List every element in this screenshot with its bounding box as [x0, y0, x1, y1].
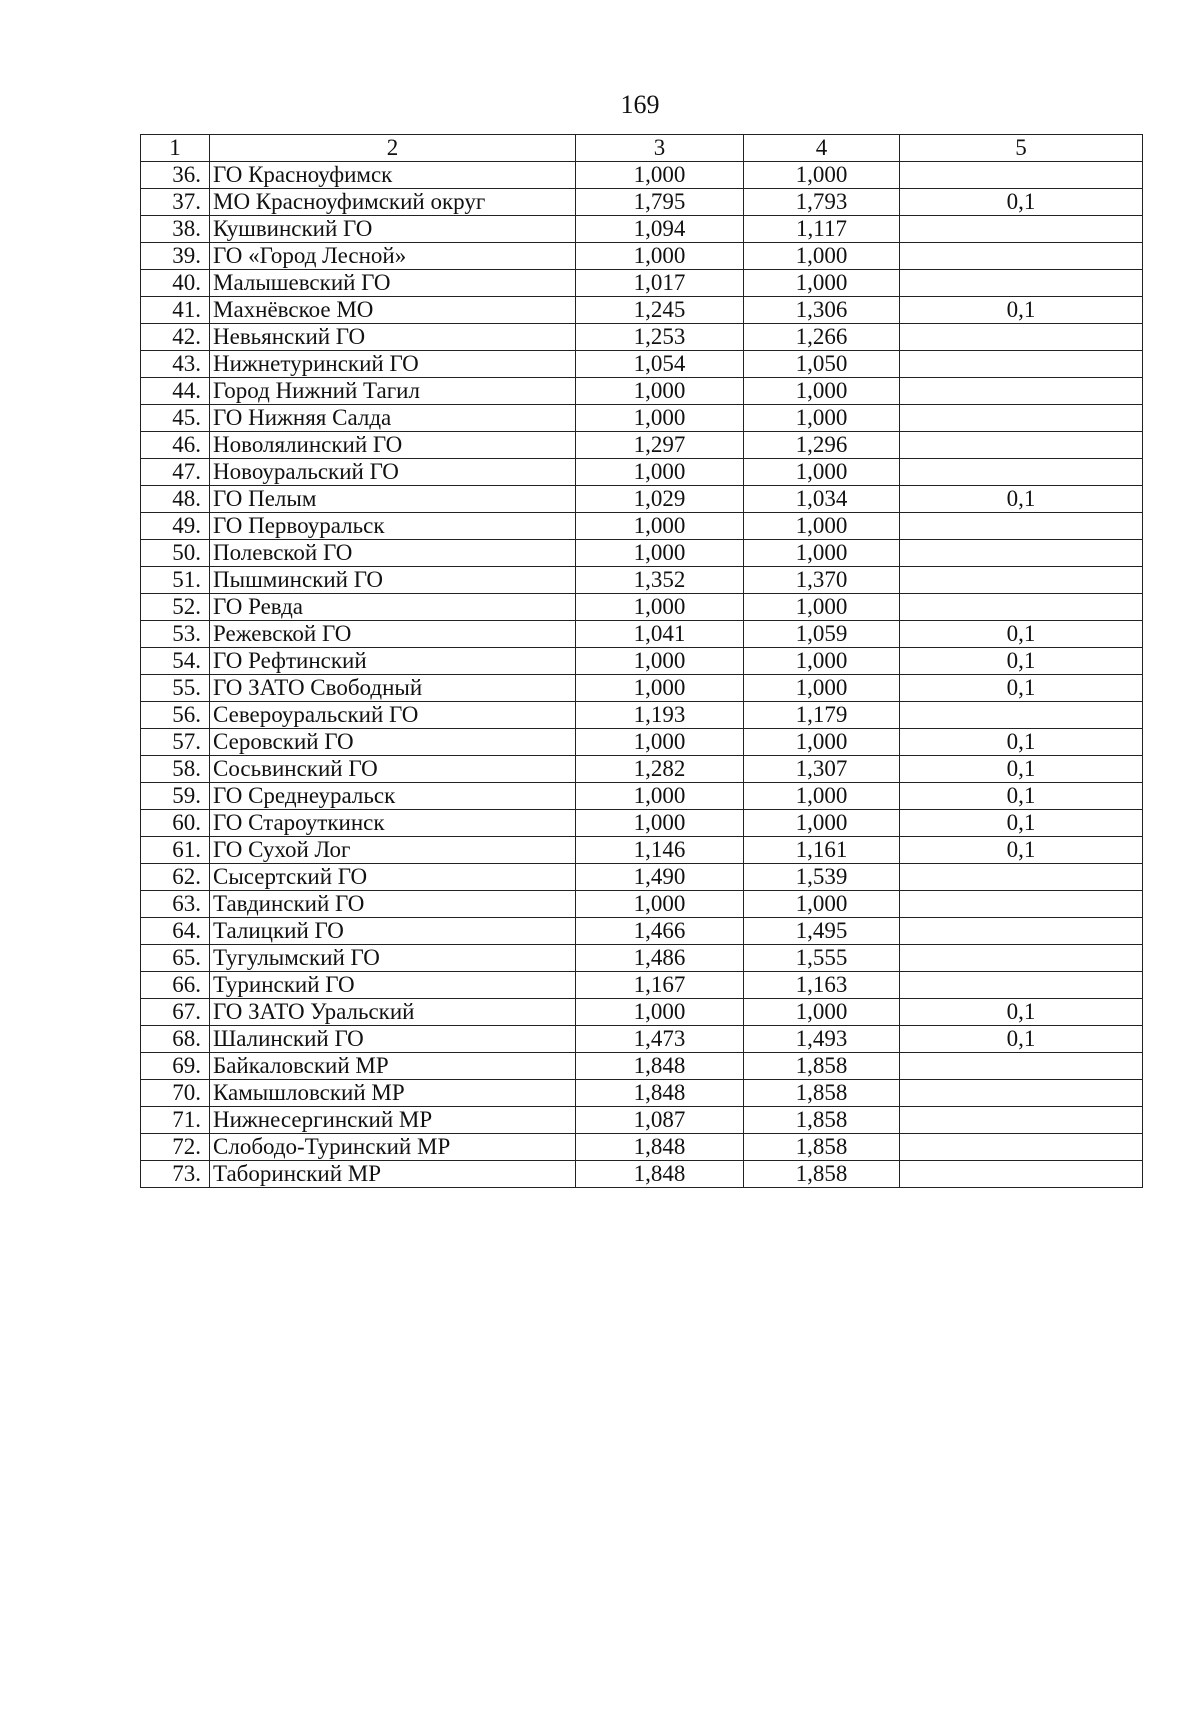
col-5-value: 0,1 — [900, 999, 1143, 1026]
table-row — [141, 1134, 1143, 1161]
col-5-value — [900, 216, 1143, 243]
table-row — [141, 783, 1143, 810]
municipality-name: Махнёвское МО — [210, 297, 576, 324]
col-5-value — [900, 351, 1143, 378]
col-3-value: 1,000 — [576, 243, 744, 270]
col-4-value: 1,059 — [744, 621, 900, 648]
col-4-value: 1,000 — [744, 810, 900, 837]
municipality-name: Новолялинский ГО — [210, 432, 576, 459]
municipality-name: ГО Среднеуральск — [210, 783, 576, 810]
col-3-value: 1,490 — [576, 864, 744, 891]
municipality-name: Сысертский ГО — [210, 864, 576, 891]
col-5-value: 0,1 — [900, 783, 1143, 810]
col-4-value: 1,296 — [744, 432, 900, 459]
row-number: 41. — [141, 297, 210, 324]
header-col-3: 3 — [576, 135, 744, 162]
col-5-value — [900, 324, 1143, 351]
col-5-value: 0,1 — [900, 756, 1143, 783]
row-number: 69. — [141, 1053, 210, 1080]
col-3-value: 1,000 — [576, 162, 744, 189]
table-row — [141, 162, 1143, 189]
municipality-name: Серовский ГО — [210, 729, 576, 756]
col-4-value: 1,000 — [744, 999, 900, 1026]
col-5-value — [900, 405, 1143, 432]
col-3-value: 1,087 — [576, 1107, 744, 1134]
table-row — [141, 216, 1143, 243]
col-5-value — [900, 1080, 1143, 1107]
row-number: 45. — [141, 405, 210, 432]
col-4-value: 1,000 — [744, 270, 900, 297]
col-4-value: 1,000 — [744, 891, 900, 918]
table-row — [141, 1053, 1143, 1080]
col-5-value: 0,1 — [900, 189, 1143, 216]
municipality-name: Нижнетуринский ГО — [210, 351, 576, 378]
col-4-value: 1,117 — [744, 216, 900, 243]
col-3-value: 1,000 — [576, 729, 744, 756]
table-row — [141, 270, 1143, 297]
table-row — [141, 567, 1143, 594]
col-4-value: 1,000 — [744, 378, 900, 405]
row-number: 40. — [141, 270, 210, 297]
row-number: 38. — [141, 216, 210, 243]
col-5-value — [900, 459, 1143, 486]
col-3-value: 1,000 — [576, 459, 744, 486]
col-5-value — [900, 945, 1143, 972]
table-row — [141, 540, 1143, 567]
row-number: 56. — [141, 702, 210, 729]
col-5-value — [900, 432, 1143, 459]
col-5-value — [900, 513, 1143, 540]
row-number: 63. — [141, 891, 210, 918]
col-5-value — [900, 1107, 1143, 1134]
row-number: 48. — [141, 486, 210, 513]
col-5-value — [900, 567, 1143, 594]
row-number: 52. — [141, 594, 210, 621]
col-5-value: 0,1 — [900, 297, 1143, 324]
col-4-value: 1,000 — [744, 783, 900, 810]
col-3-value: 1,352 — [576, 567, 744, 594]
row-number: 73. — [141, 1161, 210, 1188]
table-row — [141, 486, 1143, 513]
col-5-value — [900, 891, 1143, 918]
table-row — [141, 324, 1143, 351]
row-number: 64. — [141, 918, 210, 945]
col-3-value: 1,253 — [576, 324, 744, 351]
municipality-name: Североуральский ГО — [210, 702, 576, 729]
municipality-name: Тугулымский ГО — [210, 945, 576, 972]
col-4-value: 1,000 — [744, 405, 900, 432]
col-4-value: 1,306 — [744, 297, 900, 324]
col-4-value: 1,034 — [744, 486, 900, 513]
row-number: 46. — [141, 432, 210, 459]
data-table — [140, 134, 1143, 1188]
row-number: 44. — [141, 378, 210, 405]
col-3-value: 1,848 — [576, 1080, 744, 1107]
col-3-value: 1,146 — [576, 837, 744, 864]
header-row — [141, 135, 1143, 162]
municipality-name: ГО Рефтинский — [210, 648, 576, 675]
table-row — [141, 648, 1143, 675]
col-4-value: 1,163 — [744, 972, 900, 999]
municipality-name: Байкаловский МР — [210, 1053, 576, 1080]
table-row — [141, 918, 1143, 945]
col-4-value: 1,370 — [744, 567, 900, 594]
col-5-value: 0,1 — [900, 648, 1143, 675]
col-4-value: 1,555 — [744, 945, 900, 972]
municipality-name: ГО Пелым — [210, 486, 576, 513]
municipality-name: Камышловский МР — [210, 1080, 576, 1107]
table-row — [141, 891, 1143, 918]
row-number: 53. — [141, 621, 210, 648]
col-3-value: 1,466 — [576, 918, 744, 945]
table-row — [141, 459, 1143, 486]
page-number: 169 — [620, 90, 660, 119]
table-row — [141, 243, 1143, 270]
col-3-value: 1,029 — [576, 486, 744, 513]
col-5-value: 0,1 — [900, 729, 1143, 756]
table-row — [141, 675, 1143, 702]
col-4-value: 1,793 — [744, 189, 900, 216]
col-4-value: 1,000 — [744, 675, 900, 702]
municipality-name: ГО Сухой Лог — [210, 837, 576, 864]
table-row — [141, 378, 1143, 405]
municipality-name: ГО ЗАТО Уральский — [210, 999, 576, 1026]
col-3-value: 1,167 — [576, 972, 744, 999]
municipality-name: ГО Красноуфимск — [210, 162, 576, 189]
row-number: 65. — [141, 945, 210, 972]
table-row — [141, 945, 1143, 972]
municipality-name: Новоуральский ГО — [210, 459, 576, 486]
col-4-value: 1,000 — [744, 648, 900, 675]
col-3-value: 1,054 — [576, 351, 744, 378]
municipality-name: ГО ЗАТО Свободный — [210, 675, 576, 702]
row-number: 70. — [141, 1080, 210, 1107]
col-3-value: 1,795 — [576, 189, 744, 216]
col-3-value: 1,094 — [576, 216, 744, 243]
col-4-value: 1,858 — [744, 1080, 900, 1107]
table-row — [141, 594, 1143, 621]
col-5-value — [900, 1053, 1143, 1080]
table-row — [141, 729, 1143, 756]
header-col-1: 1 — [141, 135, 210, 162]
municipality-name: ГО Нижняя Салда — [210, 405, 576, 432]
table-row — [141, 837, 1143, 864]
col-5-value — [900, 162, 1143, 189]
municipality-name: Пышминский ГО — [210, 567, 576, 594]
col-3-value: 1,848 — [576, 1134, 744, 1161]
col-5-value — [900, 540, 1143, 567]
table-row — [141, 1161, 1143, 1188]
col-4-value: 1,858 — [744, 1134, 900, 1161]
row-number: 51. — [141, 567, 210, 594]
col-5-value — [900, 270, 1143, 297]
col-3-value: 1,000 — [576, 675, 744, 702]
row-number: 72. — [141, 1134, 210, 1161]
municipality-name: Сосьвинский ГО — [210, 756, 576, 783]
table-row — [141, 999, 1143, 1026]
row-number: 68. — [141, 1026, 210, 1053]
col-3-value: 1,000 — [576, 594, 744, 621]
col-4-value: 1,161 — [744, 837, 900, 864]
col-3-value: 1,473 — [576, 1026, 744, 1053]
municipality-name: Таборинский МР — [210, 1161, 576, 1188]
municipality-name: Город Нижний Тагил — [210, 378, 576, 405]
col-5-value — [900, 378, 1143, 405]
col-5-value — [900, 972, 1143, 999]
row-number: 57. — [141, 729, 210, 756]
col-5-value: 0,1 — [900, 810, 1143, 837]
table-row — [141, 810, 1143, 837]
row-number: 49. — [141, 513, 210, 540]
row-number: 39. — [141, 243, 210, 270]
table-row — [141, 513, 1143, 540]
col-5-value — [900, 918, 1143, 945]
col-3-value: 1,297 — [576, 432, 744, 459]
municipality-name: Тавдинский ГО — [210, 891, 576, 918]
municipality-name: ГО Староуткинск — [210, 810, 576, 837]
col-3-value: 1,000 — [576, 513, 744, 540]
table-row — [141, 1080, 1143, 1107]
row-number: 43. — [141, 351, 210, 378]
table-row — [141, 1107, 1143, 1134]
row-number: 61. — [141, 837, 210, 864]
col-3-value: 1,000 — [576, 378, 744, 405]
col-4-value: 1,495 — [744, 918, 900, 945]
municipality-name: Шалинский ГО — [210, 1026, 576, 1053]
col-5-value — [900, 864, 1143, 891]
col-4-value: 1,000 — [744, 540, 900, 567]
table-row — [141, 405, 1143, 432]
col-5-value — [900, 594, 1143, 621]
table-row — [141, 864, 1143, 891]
row-number: 37. — [141, 189, 210, 216]
row-number: 36. — [141, 162, 210, 189]
table-header — [141, 135, 1143, 162]
col-5-value: 0,1 — [900, 1026, 1143, 1053]
col-4-value: 1,858 — [744, 1161, 900, 1188]
col-3-value: 1,000 — [576, 810, 744, 837]
col-3-value: 1,017 — [576, 270, 744, 297]
col-3-value: 1,000 — [576, 540, 744, 567]
table-row — [141, 189, 1143, 216]
table-row — [141, 621, 1143, 648]
col-5-value — [900, 702, 1143, 729]
row-number: 67. — [141, 999, 210, 1026]
col-3-value: 1,486 — [576, 945, 744, 972]
table-body — [141, 162, 1143, 1188]
row-number: 71. — [141, 1107, 210, 1134]
col-5-value: 0,1 — [900, 486, 1143, 513]
row-number: 47. — [141, 459, 210, 486]
municipality-name: Полевской ГО — [210, 540, 576, 567]
col-3-value: 1,041 — [576, 621, 744, 648]
municipality-name: Нижнесергинский МР — [210, 1107, 576, 1134]
municipality-name: ГО Первоуральск — [210, 513, 576, 540]
col-5-value — [900, 243, 1143, 270]
municipality-name: МО Красноуфимский округ — [210, 189, 576, 216]
col-4-value: 1,000 — [744, 243, 900, 270]
table-row — [141, 432, 1143, 459]
municipality-name: ГО Ревда — [210, 594, 576, 621]
col-5-value: 0,1 — [900, 675, 1143, 702]
municipality-name: Талицкий ГО — [210, 918, 576, 945]
col-3-value: 1,848 — [576, 1161, 744, 1188]
row-number: 54. — [141, 648, 210, 675]
col-4-value: 1,539 — [744, 864, 900, 891]
col-3-value: 1,000 — [576, 405, 744, 432]
row-number: 55. — [141, 675, 210, 702]
municipality-name: ГО «Город Лесной» — [210, 243, 576, 270]
table-row — [141, 351, 1143, 378]
municipality-name: Туринский ГО — [210, 972, 576, 999]
table-row — [141, 297, 1143, 324]
col-3-value: 1,000 — [576, 783, 744, 810]
col-4-value: 1,000 — [744, 513, 900, 540]
col-3-value: 1,245 — [576, 297, 744, 324]
col-4-value: 1,858 — [744, 1053, 900, 1080]
municipality-name: Малышевский ГО — [210, 270, 576, 297]
municipality-name: Режевской ГО — [210, 621, 576, 648]
municipality-name: Кушвинский ГО — [210, 216, 576, 243]
col-5-value — [900, 1134, 1143, 1161]
header-col-5: 5 — [900, 135, 1143, 162]
col-4-value: 1,858 — [744, 1107, 900, 1134]
row-number: 59. — [141, 783, 210, 810]
col-4-value: 1,050 — [744, 351, 900, 378]
col-4-value: 1,179 — [744, 702, 900, 729]
municipality-name: Невьянский ГО — [210, 324, 576, 351]
table-row — [141, 972, 1143, 999]
row-number: 50. — [141, 540, 210, 567]
col-4-value: 1,000 — [744, 594, 900, 621]
col-4-value: 1,000 — [744, 729, 900, 756]
col-4-value: 1,266 — [744, 324, 900, 351]
col-4-value: 1,000 — [744, 162, 900, 189]
row-number: 42. — [141, 324, 210, 351]
col-4-value: 1,493 — [744, 1026, 900, 1053]
header-col-4: 4 — [744, 135, 900, 162]
col-3-value: 1,000 — [576, 648, 744, 675]
table-row — [141, 702, 1143, 729]
header-col-2: 2 — [210, 135, 576, 162]
col-3-value: 1,282 — [576, 756, 744, 783]
col-5-value: 0,1 — [900, 621, 1143, 648]
row-number: 62. — [141, 864, 210, 891]
col-3-value: 1,000 — [576, 999, 744, 1026]
col-4-value: 1,307 — [744, 756, 900, 783]
table-row — [141, 1026, 1143, 1053]
col-5-value — [900, 1161, 1143, 1188]
table-row — [141, 756, 1143, 783]
col-3-value: 1,193 — [576, 702, 744, 729]
col-5-value: 0,1 — [900, 837, 1143, 864]
municipality-name: Слободо-Туринский МР — [210, 1134, 576, 1161]
col-3-value: 1,848 — [576, 1053, 744, 1080]
row-number: 66. — [141, 972, 210, 999]
row-number: 60. — [141, 810, 210, 837]
col-4-value: 1,000 — [744, 459, 900, 486]
row-number: 58. — [141, 756, 210, 783]
col-3-value: 1,000 — [576, 891, 744, 918]
